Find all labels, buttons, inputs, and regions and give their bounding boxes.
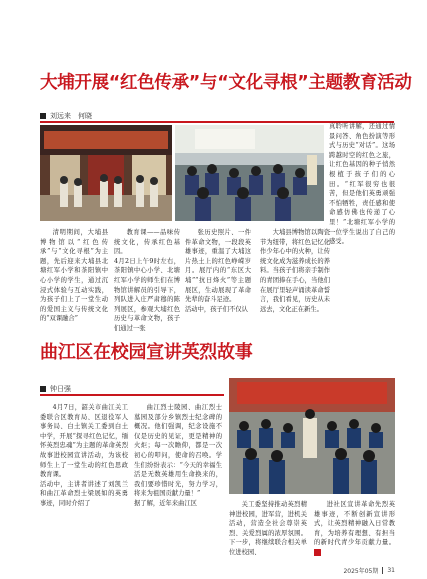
article2-divider [40,394,224,396]
article2-col-2 [134,403,222,561]
article2-col-3 [229,500,307,562]
article1-title: 大埔开展“红色传承”与“文化寻根”主题教育活动 [40,73,412,93]
page-number: 31 [387,567,395,574]
article1-col1-paragraph: 清明期间，大埔县博物馆以“红色传承”与“文化寻根”为主题，先后迎来大埔县北塘红军小学和茶阳镇中心小学的学生，通过沉浸式体验与互动实践，为孩子们上了一堂生动的爱国主义与传统文化的“双课融合” [40,229,108,323]
issue-label: 2025年05期 [343,568,379,575]
article1-photo-museum [40,125,172,221]
end-mark-icon: ■ [314,549,321,556]
footer-separator [382,567,383,574]
byline-marker-icon-2 [40,386,46,392]
article2-byline-row [40,384,71,394]
article2-col-1 [40,403,128,561]
article1-col-1 [40,228,108,328]
article1-byline-row [40,111,92,121]
article2-col4-text: 进社区宣讲革命先烈英雄事迹，不断创新宣讲形式，让英烈精神融入日常教育，为培养有理想、有担当的新时代青少年贡献力量。 [314,501,395,547]
article2-col-4 [314,500,395,562]
article2-col1-paragraph: 4月7日，韶关市曲江关工委联合区教育局、区退役军人事务局、白土镇关工委到白土中学，开展“探寻红色记忆，缅怀英烈忠魂”为主题的革命英烈故事进校园宣讲活动，为该校师生上了一堂生动的红色思政教育课。 活动中，主讲者讲述了刘凯兰和曲江革命烈士梁展如的英勇事迹，同时介绍了 [40,404,128,507]
article2-byline: 钟日强 [50,385,71,393]
article1-side-text [329,122,395,246]
article1-col3-paragraph: 张历史照片、一件件革命文物，一段段英雄事迹，重温了大埔这片热土上的红色峥嵘岁月。展厅内的“东区大埔”“抗日烽火”等主题展区，生动展现了革命先辈的奋斗足迹。 活动中，孩子们不仅认 [185,229,251,313]
lecture-image [229,378,395,494]
article1-col-4 [260,228,330,328]
article2-col2-paragraph: 曲江烈士陵园、曲江烈士墓园及部分乡镇烈士纪念碑的概况。他们强调，纪念设施不仅是历史的见证，更是精神的火炬；每一次瞻仰，都是一次初心的叩问，使命的召唤。学生们纷纷表示：“今天的幸福生活是无数英雄用生命换来的，我们要珍惜时光，努力学习，将来为祖国贡献力量！” 据了解，近年来曲江区 [134,404,222,507]
article1-col-3 [185,228,251,328]
article2-col4-paragraph [314,500,395,558]
article1-photo-classroom [175,125,324,221]
article2-col3-paragraph: 关工委坚持推动英烈精神进校园，进军营，进机关活动，营造全社会尊崇英烈、关爱烈属的浓厚氛围。下一步，将继续联合相关单位进校园、 [229,501,307,556]
byline-marker-icon [40,113,46,119]
classroom-image [175,125,324,221]
article1-col2-paragraph: 教育课——品味传统文化，传承红色基因。 4月2日上午9时左右，茶阳镇中心小学、北塘红军小学的师生们在博物馆讲解员的引导下，列队进入庄严肃穆的陈列展区，参观大埔红色历史与革命文物，孩子们通过一张 [114,229,180,332]
article1-col4-paragraph: 大埔县博物馆以陶瓷节为纽带，将红色记忆化作少年心中的火种，让传统文化成为滋养成长的养料。当孩子们将亲手制作的青团捧在手心，当他们在展厅里轻声诵读革命誓言，我们看见，历史从未远去，文化正在新生。 [260,229,330,313]
article1-col-2 [114,228,180,332]
museum-visit-image [40,125,172,221]
page-footer [343,566,395,575]
article1-byline: 刘远来 何晓 [50,112,92,120]
article1-side-paragraph: 真聆听讲解，还通过情景问答、角色扮演等形式与历史“对话”。这场跨越时空的红色之旅，让红色基因的种子悄然根植于孩子们的心田。“红军很穷也很苦，但是他们英勇顽强不怕牺牲，责任感和使命感仿佛也传递了心里！”北塘红军小学的一位学生说出了自己的感受。 [329,123,395,246]
article2-title: 曲江区在校园宣讲英烈故事 [40,342,253,363]
article2-photo-lecture [229,378,395,494]
